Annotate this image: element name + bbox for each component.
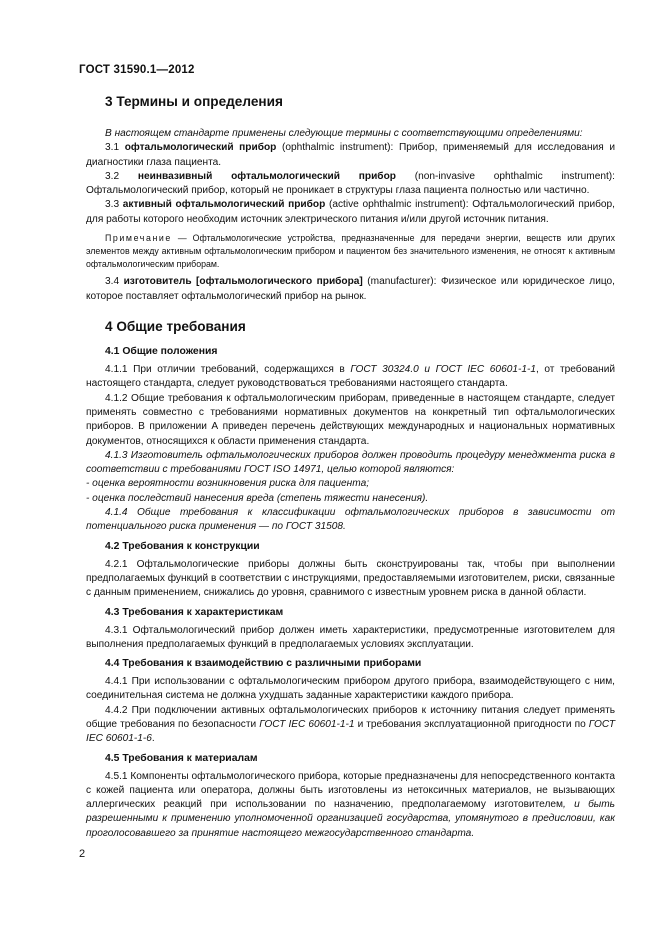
term-3-1 xyxy=(86,141,615,170)
clause-4-1-2: 4.1.2 Общие требования к офтальмологическим приборам, приведенные в настоящем стандарте, следует применять совместно с требованиями нормативных документов на конкретный тип офтальмологических приборов. В приложении А приведен перечень действующих международных и национальных нормативных документов, относящихся к области применения стандарта. xyxy=(86,392,615,447)
clause-4-1-1: 4.1.1 При отличии требований, содержащихся в ГОСТ 30324.0 и ГОСТ IEC 60601-1-1, от требований настоящего стандарта, следует руководствоваться требованиями настоящего стандарта. xyxy=(86,364,615,390)
term-definition: (active ophthalmic instrument): Офтальмологический прибор, для работы которого необходим источник электрического питания и/или другой источник питания. xyxy=(86,199,615,225)
clause-4-4-2: 4.4.2 При подключении активных офтальмологических приборов к источнику питания следует применять общие требования по безопасности ГОСТ IEC 60601-1-1 и требования эксплуатационной пригодности по ГОСТ IEC 60601-1-6. xyxy=(86,704,616,745)
note-3 xyxy=(86,232,615,270)
subsection-4-2-heading: 4.2 Требования к конструкции xyxy=(105,540,260,552)
note-text: — Офтальмологические устройства, предназначенные для передачи энергии, веществ или других элементов между активным офтальмологическим прибором и пациентом без значительного изменения, не относят к активным офтальмологическим приборам. xyxy=(86,233,615,269)
term-name: изготовитель [офтальмологического прибора] xyxy=(123,276,363,288)
page-number: 2 xyxy=(79,848,86,860)
term-3-4 xyxy=(86,275,615,304)
term-3-3 xyxy=(86,198,615,227)
note-label: Примечание xyxy=(105,233,172,244)
subsection-4-1-heading: 4.1 Общие положения xyxy=(105,346,218,358)
term-number: 3.4 xyxy=(105,276,120,288)
clause-4-2-1: 4.2.1 Офтальмологические приборы должны быть сконструированы так, чтобы при выполнении предполагаемых функций в соответствии с инструкциями, предоставляемыми изготовителем, риски, связанные с данным применением, снижались до уровня, сравнимого с известным уровнем риска в данной области. xyxy=(86,558,615,599)
clause-4-1-3: 4.1.3 Изготовитель офтальмологических приборов должен проводить процедуру менеджмента риска в соответствии с требованиями ГОСТ ISO 14971, целью которой являются: xyxy=(86,449,615,476)
clause-4-3-1: 4.3.1 Офтальмологический прибор должен иметь характеристики, предусмотренные изготовителем для выполнения предполагаемых функций в предполагаемых условиях эксплуатации. xyxy=(86,624,615,650)
section-4-heading: 4 Общие требования xyxy=(105,319,246,335)
section-3-heading: 3 Термины и определения xyxy=(105,94,283,109)
running-header: ГОСТ 31590.1—2012 xyxy=(79,64,195,76)
term-definition: (ophthalmic instrument): Прибор, применяемый для исследования и диагностики глаза пациента. xyxy=(86,142,615,168)
term-3-2 xyxy=(86,170,615,199)
clause-4-4-1: 4.4.1 При использовании с офтальмологическим прибором другого прибора, взаимодействующего с ним, соединительная система не должна ухудшать заданные характеристики каждого прибора. xyxy=(86,676,615,702)
clause-4-1-4: 4.1.4 Общие требования к классификации офтальмологических приборов в зависимости от потенциального риска применения — по ГОСТ 31508. xyxy=(86,507,615,533)
ref-gost: ГОСТ IEC 60601-1-1 xyxy=(435,364,536,376)
term-name: неинвазивный офтальмологический прибор xyxy=(137,170,396,182)
page-body xyxy=(86,94,615,841)
term-definition: (non-invasive ophthalmic instrument): Офтальмологический прибор, который не проникает в структуры глаза пациента полностью или частично. xyxy=(86,170,615,197)
section-3-intro: В настоящем стандарте применены следующие термины с соответствующими определениями: xyxy=(105,128,583,139)
term-name: офтальмологический прибор xyxy=(124,142,277,154)
term-definition: (manufacturer): Физическое или юридическое лицо, которое поставляет офтальмологический прибор на рынок. xyxy=(86,276,615,302)
clause-4-5-1: 4.5.1 Компоненты офтальмологического прибора, которые предназначены для непосредственного контакта с кожей пациента или оператора, должны быть изготовлены из нетоксичных материалов, не вызывающих аллергических реакций при использовании по назначению, предполагаемому изготовителем, и быть разрешенными к применению уполномоченной организацией государства, упомянутого в предисловии, как проголосовавшего за принятие настоящего межгосударственного стандарта. xyxy=(86,770,616,839)
ref-gost: ГОСТ IEC 60601-1-1 xyxy=(259,719,355,730)
ref-gost: ГОСТ 30324.0 xyxy=(350,364,419,376)
list-item: - оценка вероятности возникновения риска для пациента; xyxy=(86,478,370,490)
list-item: - оценка последствий нанесения вреда (степень тяжести нанесения). xyxy=(86,492,429,504)
subsection-4-5-heading: 4.5 Требования к материалам xyxy=(105,752,258,764)
term-number: 3.3 xyxy=(105,199,120,211)
ref-gost: ГОСТ IEC 60601-1-6 xyxy=(86,719,616,745)
term-number: 3.2 xyxy=(105,170,120,182)
subsection-4-4-heading: 4.4 Требования к взаимодействию с различными приборами xyxy=(105,658,422,670)
subsection-4-3-heading: 4.3 Требования к характеристикам xyxy=(105,606,284,618)
term-name: активный офтальмологический прибор xyxy=(122,199,326,211)
term-number: 3.1 xyxy=(105,142,120,154)
